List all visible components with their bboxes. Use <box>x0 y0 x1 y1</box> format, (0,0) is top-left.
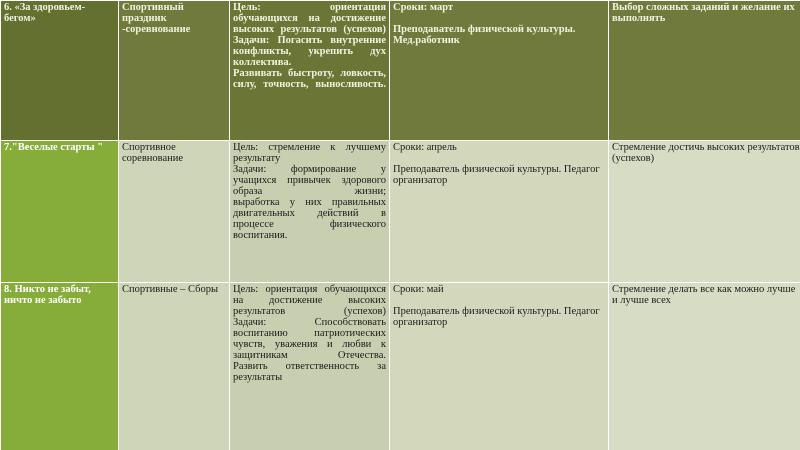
event-responsible: Преподаватель физической культуры. Мед.работник <box>393 24 576 46</box>
event-tasks-extra-text: Развить ответственность за результаты <box>233 361 386 383</box>
event-result: Стремление достичь высоких результатов (успехов) <box>612 142 800 164</box>
event-goal-cell <box>230 141 390 283</box>
event-result-cell <box>609 1 800 141</box>
event-terms: Сроки: март <box>393 2 454 13</box>
event-goal-cell <box>230 1 390 141</box>
event-type-cell <box>119 1 230 141</box>
event-goal-cell <box>230 283 390 450</box>
event-type-cell <box>119 141 230 283</box>
event-terms: Сроки: апрель <box>393 142 457 153</box>
event-tasks-extra-text: выработка у них правильных двигательных действий в процессе физического воспитания. <box>233 197 386 241</box>
event-goal-text: Цель: ориентация обучающихся на достижение высоких результатов (успехов) <box>233 2 386 35</box>
event-terms-cell <box>390 141 609 283</box>
event-tasks-text: Задачи: Способствовать воспитанию патриотических чувств, уважения и любви к защитникам Отечества. <box>233 317 386 361</box>
event-name: 8. Никто не забыт, ничто не забыто <box>4 284 91 306</box>
event-responsible: Преподаватель физической культуры. Педагог организатор <box>393 306 600 328</box>
event-goal-text: Цель: стремление к лучшему результату <box>233 142 386 164</box>
event-result-cell <box>609 141 800 283</box>
event-name: 6. «За здоровьем-бегом» <box>4 2 86 24</box>
event-goal-text: Цель: ориентация обучающихся на достижение высоких результатов (успехов) <box>233 284 386 317</box>
event-tasks-text: Задачи: формирование у учащихся привычек здорового образа жизни; <box>233 164 386 197</box>
event-type: Спортивные – Сборы <box>122 284 219 295</box>
table-row <box>1 141 800 283</box>
event-name: 7."Веселые старты " <box>4 142 104 153</box>
event-type: Спортивное соревнование <box>122 142 184 164</box>
event-name-cell <box>1 141 119 283</box>
event-tasks-extra-text: Развивать быстроту, ловкость, силу, точность, выносливость. <box>233 68 386 90</box>
event-responsible: Преподаватель физической культуры. Педагог организатор <box>393 164 600 186</box>
event-tasks-text: Задачи: Погасить внутренние конфликты, укрепить дух коллектива. <box>233 35 386 68</box>
event-terms-cell <box>390 1 609 141</box>
table-row <box>1 1 800 141</box>
event-type: Спортивный праздник -соревнование <box>122 2 191 35</box>
event-name-cell <box>1 1 119 141</box>
table-row <box>1 283 800 450</box>
event-result: Выбор сложных заданий и желание их выполнять <box>612 2 795 24</box>
event-terms: Сроки: май <box>393 284 444 295</box>
event-result-cell <box>609 283 800 450</box>
event-type-cell <box>119 283 230 450</box>
event-name-cell <box>1 283 119 450</box>
event-result: Стремление делать все как можно лучше и лучше всех <box>612 284 796 306</box>
event-terms-cell <box>390 283 609 450</box>
